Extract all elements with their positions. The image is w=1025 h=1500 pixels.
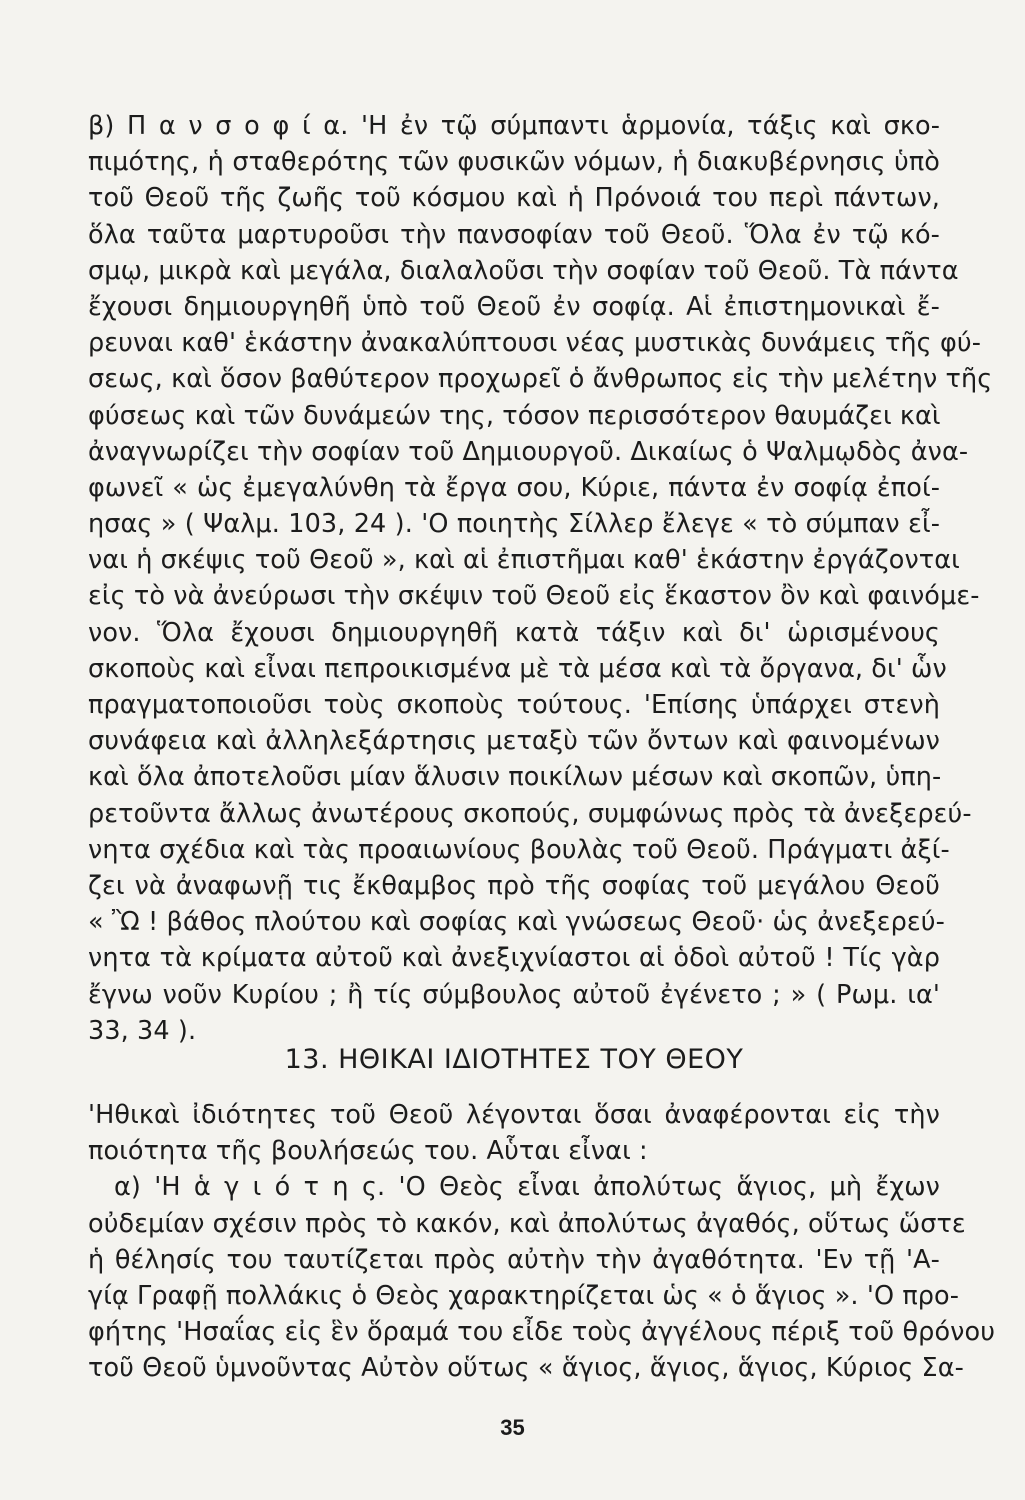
text-line: ἀναγνωρίζει τὴν σοφίαν τοῦ Δημιουργοῦ. Δικαίως ὁ Ψαλμῳδὸς ἀνα- — [88, 436, 969, 467]
text-line: ρευναι καθ' ἑκάστην ἀνακαλύπτουσι νέας μυστικὰς δυνάμεις τῆς φύ- — [88, 328, 982, 359]
page-number: 35 — [500, 1415, 525, 1440]
text-line: οὐδεμίαν σχέσιν πρὸς τὸ κακόν, καὶ ἀπολύτως ἀγαθός, οὕτως ὥστε — [88, 1208, 966, 1239]
text-line: πιμότης, ἡ σταθερότης τῶν φυσικῶν νόμων, ἡ διακυβέρνησις ὑπὸ — [88, 147, 940, 178]
text-line: τοῦ Θεοῦ τῆς ζωῆς τοῦ κόσμου καὶ ἡ Πρόνοιά του περὶ πάντων, — [88, 183, 940, 214]
text-line: πραγματοποιοῦσι τοὺς σκοποὺς τούτους. 'Επίσης ὑπάρχει στενὴ — [88, 690, 940, 720]
text-line: εἰς τὸ νὰ ἀνεύρωσι τὴν σκέψιν τοῦ Θεοῦ εἰς ἕκαστον ὂν καὶ φαινόμε- — [88, 581, 980, 612]
text-line: φύσεως καὶ τῶν δυνάμεών της, τόσον περισσότερον θαυμάζει καὶ — [88, 400, 941, 431]
text-line: τοῦ Θεοῦ ὑμνοῦντας Αὐτὸν οὕτως « ἅγιος, ἅγιος, ἅγιος, Κύριος Σα- — [88, 1353, 964, 1384]
text-line: φωνεῖ « ὡς ἐμεγαλύνθη τὰ ἔργα σου, Κύριε, πάντα ἐν σοφίᾳ ἐποί- — [88, 472, 940, 503]
text-line: α) 'Η ἁ γ ι ό τ η ς. 'Ο Θεὸς εἶναι ἀπολύτως ἅγιος, μὴ ἔχων — [114, 1172, 940, 1203]
text-line: ρετοῦντα ἄλλως ἀνωτέρους σκοπούς, συμφώνως πρὸς τὰ ἀνεξερεύ- — [88, 798, 972, 829]
text-line: ναι ἡ σκέψις τοῦ Θεοῦ », καὶ αἱ ἐπιστῆμαι καθ' ἑκάστην ἐργάζονται — [88, 545, 960, 576]
paragraph-ethical-attributes — [88, 1097, 996, 1387]
text-line: ἡ θέλησίς του ταυτίζεται πρὸς αὐτὴν τὴν ἀγαθότητα. 'Εν τῇ 'Α- — [88, 1244, 940, 1275]
text-line: ἔγνω νοῦν Κυρίου ; ἢ τίς σύμβουλος αὐτοῦ ἐγένετο ; » ( Ρωμ. ια' — [88, 979, 940, 1010]
text-line: γίᾳ Γραφῇ πολλάκις ὁ Θεὸς χαρακτηρίζεται ὡς « ὁ ἅγιος ». 'Ο προ- — [88, 1280, 960, 1311]
section-heading: 13. ΗΘΙΚΑΙ ΙΔΙΟΤΗΤΕΣ ΤΟΥ ΘΕΟΥ — [284, 1044, 744, 1075]
text-line: ποιότητα τῆς βουλήσεώς του. Αὗται εἶναι : — [88, 1136, 648, 1167]
text-line: καὶ ὅλα ἀποτελοῦσι μίαν ἅλυσιν ποικίλων μέσων καὶ σκοπῶν, ὑπη- — [88, 762, 942, 793]
text-line: 'Ηθικαὶ ἰδιότητες τοῦ Θεοῦ λέγονται ὅσαι ἀναφέρονται εἰς τὴν — [88, 1100, 940, 1130]
text-line: σεως, καὶ ὅσον βαθύτερον προχωρεῖ ὁ ἄνθρωπος εἰς τὴν μελέτην τῆς — [88, 364, 993, 395]
paragraph-pansophia — [88, 108, 993, 1049]
text-line: φήτης 'Ησαΐας εἰς ἓν ὅραμά του εἶδε τοὺς ἀγγέλους πέριξ τοῦ θρόνου — [88, 1317, 996, 1348]
text-line: ζει νὰ ἀναφωνῇ τις ἔκθαμβος πρὸ τῆς σοφίας τοῦ μεγάλου Θεοῦ — [88, 870, 940, 901]
text-line: συνάφεια καὶ ἀλληλεξάρτησις μεταξὺ τῶν ὄντων καὶ φαινομένων — [88, 726, 940, 757]
text-line: νητα σχέδια καὶ τὰς προαιωνίους βουλὰς τοῦ Θεοῦ. Πράγματι ἀξί- — [88, 834, 950, 865]
text-line: β) Π α ν σ ο φ ί α. 'Η ἐν τῷ σύμπαντι ἁρμονία, τάξις καὶ σκο- — [88, 111, 940, 141]
text-line: σκοποὺς καὶ εἶναι πεπροικισμένα μὲ τὰ μέσα καὶ τὰ ὄργανα, δι' ὧν — [88, 653, 947, 684]
text-line: νητα τὰ κρίματα αὐτοῦ καὶ ἀνεξιχνίαστοι αἱ ὁδοὶ αὐτοῦ ! Τίς γὰρ — [88, 943, 940, 974]
text-line: ησας » ( Ψαλμ. 103, 24 ). 'Ο ποιητὴς Σίλλερ ἔλεγε « τὸ σύμπαν εἶ- — [88, 509, 940, 540]
text-line: νον. Ὅλα ἔχουσι δημιουργηθῆ κατὰ τάξιν καὶ δι' ὡρισμένους — [88, 617, 940, 648]
text-line: « Ὢ ! βάθος πλούτου καὶ σοφίας καὶ γνώσεως Θεοῦ· ὡς ἀνεξερεύ- — [88, 907, 945, 938]
text-line: ἔχουσι δημιουργηθῆ ὑπὸ τοῦ Θεοῦ ἐν σοφίᾳ. Αἱ ἐπιστημονικαὶ ἔ- — [88, 291, 940, 322]
text-line: σμῳ, μικρὰ καὶ μεγάλα, διαλαλοῦσι τὴν σοφίαν τοῦ Θεοῦ. Τὰ πάντα — [88, 255, 959, 286]
text-line: 33, 34 ). — [88, 1015, 197, 1046]
text-line: ὅλα ταῦτα μαρτυροῦσι τὴν πανσοφίαν τοῦ Θεοῦ. Ὅλα ἐν τῷ κό- — [88, 219, 940, 250]
